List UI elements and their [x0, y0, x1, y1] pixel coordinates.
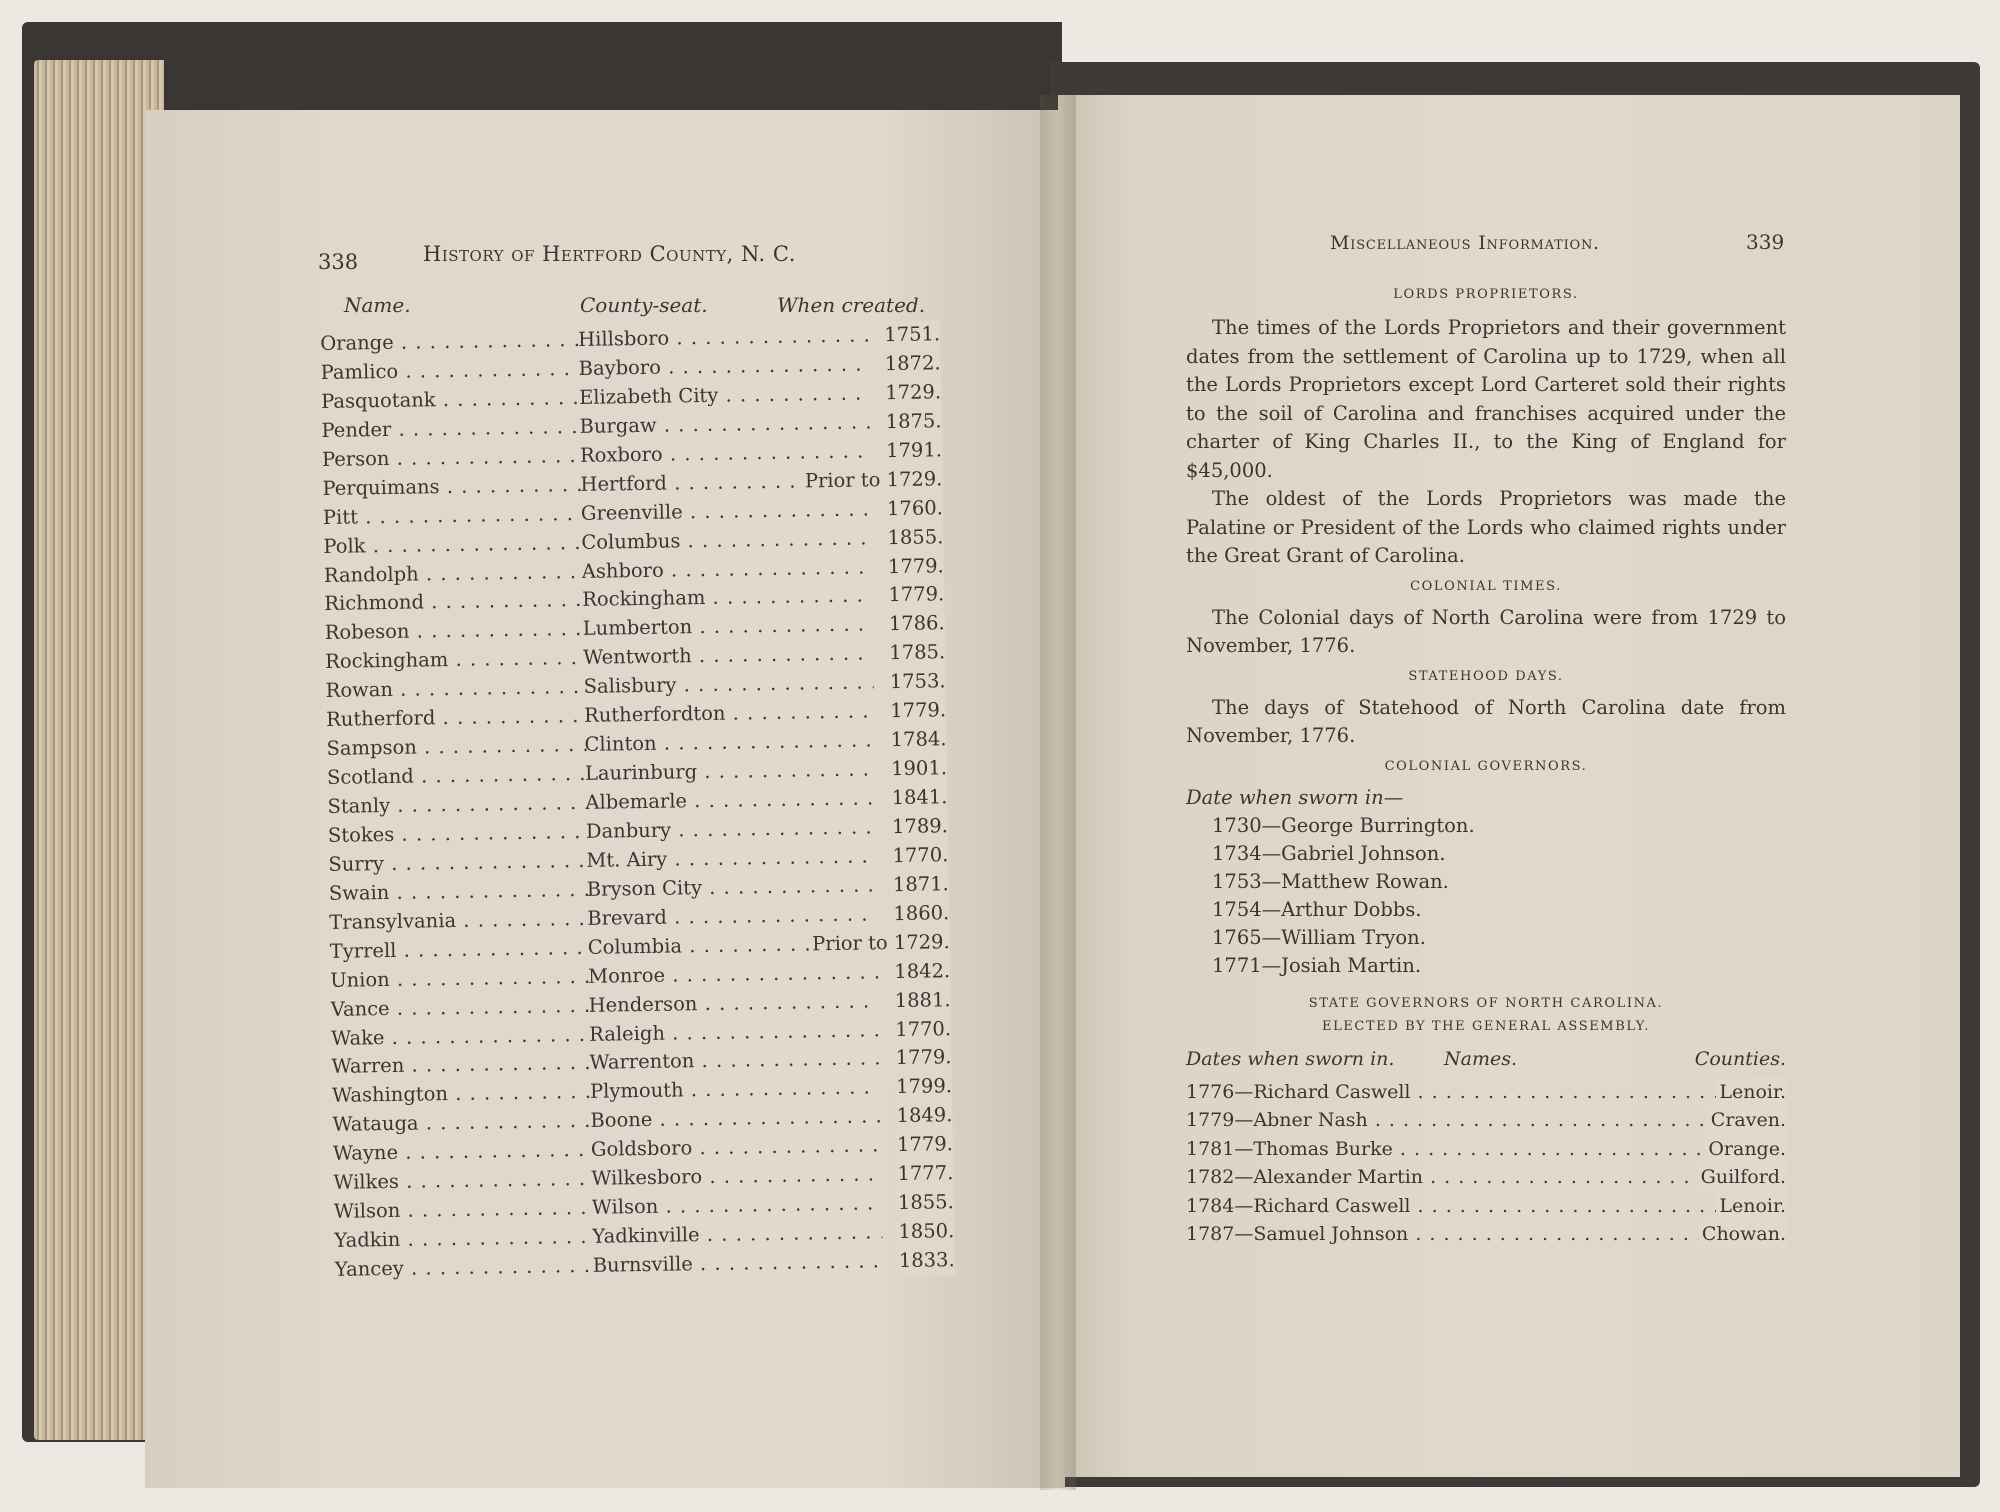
county-created: 1855.	[895, 1188, 954, 1218]
state-governors-columns	[1186, 1048, 1786, 1078]
county-created: 1833.	[896, 1246, 955, 1276]
county-created: 1779.	[894, 1130, 953, 1160]
county-created: 1791.	[883, 436, 942, 466]
book-gutter	[1040, 95, 1076, 1490]
governor-entry: 1784—Richard Caswell . . .	[1186, 1192, 1746, 1221]
right-running-title: Miscellaneous Information.	[1330, 232, 1601, 254]
list-item: 1753—Matthew Rowan.	[1212, 869, 1449, 893]
county-seat: Columbus . . .	[581, 524, 871, 558]
county-created: 1875.	[882, 407, 941, 437]
county-created: 1779.	[887, 696, 946, 726]
county-seat: Warrenton . . .	[589, 1045, 879, 1079]
county-name: Pender . . .	[321, 413, 581, 446]
county-created: 1770.	[892, 1015, 951, 1045]
right-page-body	[1186, 287, 1786, 1249]
county-name: Pamlico . . .	[320, 355, 580, 388]
col-names-header: Names.	[1444, 1047, 1518, 1070]
county-seat: Danbury . . .	[586, 813, 876, 847]
governor-county: Lenoir.	[1716, 1192, 1786, 1221]
county-seat: Wilkesboro . . .	[591, 1160, 881, 1194]
county-created: Prior to 1729.	[802, 465, 943, 496]
county-seat: Roxboro . . .	[580, 437, 870, 471]
county-name: Wilson . . .	[334, 1194, 594, 1227]
county-seat: Ashboro . . .	[582, 553, 872, 587]
county-name: Pasquotank . . .	[321, 384, 581, 417]
county-seat: Hertford . . .	[580, 466, 870, 500]
county-name: Orange . . .	[320, 326, 580, 359]
county-seat: Elizabeth City . . .	[579, 379, 869, 413]
county-name: Wilkes . . .	[333, 1165, 593, 1198]
county-seat: Laurinburg . . .	[585, 755, 875, 789]
county-created: 1901.	[888, 754, 947, 784]
county-seat: Plymouth . . .	[590, 1074, 880, 1108]
list-item: 1754—Arthur Dobbs.	[1212, 897, 1422, 921]
county-name: Union . . .	[330, 962, 590, 995]
county-created: 1779.	[885, 552, 944, 582]
county-seat: Brevard . . .	[587, 900, 877, 934]
county-created: 1841.	[888, 783, 947, 813]
colonial-governors-heading: COLONIAL GOVERNORS.	[1384, 758, 1588, 774]
county-seat: Bayboro . . .	[578, 350, 868, 384]
county-created: Prior to 1729.	[809, 928, 950, 959]
county-created: 1777.	[894, 1159, 953, 1189]
list-item: 1765—William Tryon.	[1212, 925, 1426, 949]
county-seat: Bryson City . . .	[587, 871, 877, 905]
governor-county: Orange.	[1705, 1135, 1786, 1164]
county-seat: Monroe . . .	[588, 958, 878, 992]
county-seat: Wilson . . .	[592, 1189, 882, 1223]
table-row	[1186, 1106, 1786, 1135]
colonial-times-paragraph: The Colonial days of North Carolina were from 1729 to November, 1776.	[1186, 605, 1786, 657]
governor-county: Lenoir.	[1716, 1078, 1786, 1107]
county-name: Warren . . .	[331, 1049, 591, 1082]
county-created: 1785.	[886, 639, 945, 669]
county-created: 1779.	[885, 581, 944, 611]
county-created: 1760.	[884, 494, 943, 524]
county-seat: Clinton . . .	[584, 726, 874, 760]
county-name: Person . . .	[322, 442, 582, 475]
table-row	[1186, 1220, 1786, 1249]
state-governors-subheading: ELECTED BY THE GENERAL ASSEMBLY.	[1322, 1018, 1650, 1034]
left-page-number: 338	[318, 250, 359, 274]
county-created: 1842.	[891, 957, 950, 987]
lords-paragraph-2: The oldest of the Lords Proprietors was made the Palatine or President of the Lords who claimed rights under the Great Grant of Carolina.	[1186, 487, 1786, 567]
county-seat: Raleigh . . .	[589, 1016, 879, 1050]
county-name: Pitt . . .	[323, 500, 583, 533]
col-name-header: Name.	[344, 293, 411, 317]
colonial-governors-intro: Date when sworn in—	[1186, 785, 1404, 809]
statehood-paragraph: The days of Statehood of North Carolina date from November, 1776.	[1186, 695, 1786, 747]
county-created: 1881.	[892, 986, 951, 1016]
table-row	[1186, 1078, 1786, 1107]
state-governors-heading: STATE GOVERNORS OF NORTH CAROLINA.	[1308, 995, 1664, 1011]
county-created: 1753.	[887, 667, 946, 697]
lords-paragraph-1: The times of the Lords Proprietors and their government dates from the settlement of Carolina up to 1729, when all the Lords Proprietors except Lord Carteret sold their rights to the soil of Carolina and franchises acquired under the charter of King Charles II., to the King of England for $45,000.	[1186, 316, 1786, 482]
county-created: 1751.	[881, 320, 940, 350]
county-name: Rutherford . . .	[326, 702, 586, 735]
governor-entry: 1787—Samuel Johnson . . .	[1186, 1220, 1746, 1249]
county-created: 1729.	[882, 378, 941, 408]
governor-county: Guilford.	[1698, 1163, 1786, 1192]
county-name: Wayne . . .	[333, 1136, 593, 1169]
county-name: Stokes . . .	[328, 818, 588, 851]
county-name: Tyrrell . . .	[330, 934, 590, 967]
county-seat: Wentworth . . .	[583, 640, 873, 674]
col-counties-header: Counties.	[1694, 1047, 1786, 1070]
lords-heading: LORDS PROPRIETORS.	[1393, 287, 1579, 302]
state-governors-list	[1186, 1078, 1786, 1249]
county-seat: Yadkinville . . .	[592, 1218, 882, 1252]
county-seat: Boone . . .	[590, 1103, 880, 1137]
county-seat: Rockingham . . .	[582, 582, 872, 616]
col-seat-header: County-seat.	[580, 293, 708, 317]
county-name: Scotland . . .	[327, 760, 587, 793]
county-created: 1789.	[889, 812, 948, 842]
county-seat: Henderson . . .	[588, 987, 878, 1021]
governor-county: Chowan.	[1699, 1220, 1786, 1249]
county-name: Watauga . . .	[332, 1107, 592, 1140]
county-name: Richmond . . .	[324, 586, 584, 619]
county-created: 1849.	[893, 1101, 952, 1131]
county-created: 1799.	[893, 1073, 952, 1103]
county-created: 1872.	[882, 349, 941, 379]
governor-county: Craven.	[1708, 1106, 1786, 1135]
list-item: 1771—Josiah Martin.	[1212, 953, 1422, 977]
county-name: Perquimans . . .	[322, 471, 582, 504]
county-name: Sampson . . .	[326, 731, 586, 764]
colonial-governors-list	[1186, 812, 1786, 980]
county-name: Yadkin . . .	[334, 1223, 594, 1256]
county-name: Surry . . .	[328, 847, 588, 880]
county-created: 1850.	[895, 1217, 954, 1247]
county-name: Stanly . . .	[327, 789, 587, 822]
table-row	[1186, 1192, 1786, 1221]
table-row	[1186, 1163, 1786, 1192]
county-created: 1770.	[889, 841, 948, 871]
county-seat: Burnsville . . .	[593, 1247, 883, 1281]
county-seat: Burgaw . . .	[579, 408, 869, 442]
col-dates-header: Dates when sworn in.	[1186, 1047, 1395, 1070]
county-name: Rowan . . .	[325, 673, 585, 706]
right-page-number: 339	[1746, 230, 1785, 254]
col-created-header: When created.	[777, 293, 926, 317]
county-name: Vance . . .	[330, 991, 590, 1024]
county-name: Polk . . .	[323, 528, 583, 561]
county-created: 1786.	[886, 610, 945, 640]
county-created: 1779.	[892, 1044, 951, 1074]
county-seat: Albemarle . . .	[585, 784, 875, 818]
county-name: Transylvania . . .	[329, 905, 589, 938]
county-created: 1871.	[890, 870, 949, 900]
colonial-times-heading: COLONIAL TIMES.	[1410, 578, 1562, 594]
county-created: 1860.	[890, 899, 949, 929]
county-seat: Goldsboro . . .	[591, 1132, 881, 1166]
county-name: Robeson . . .	[325, 615, 585, 648]
county-seat: Lumberton . . .	[583, 611, 873, 645]
county-seat: Rutherfordton . . .	[584, 698, 874, 732]
governor-entry: 1776—Richard Caswell . . .	[1186, 1078, 1746, 1107]
governor-entry: 1782—Alexander Martin . . .	[1186, 1163, 1746, 1192]
statehood-heading: STATEHOOD DAYS.	[1408, 668, 1564, 684]
county-name: Swain . . .	[329, 876, 589, 909]
county-name: Wake . . .	[331, 1020, 591, 1053]
list-item: 1730—George Burrington.	[1212, 813, 1475, 837]
county-seat: Mt. Airy . . .	[586, 842, 876, 876]
list-item: 1734—Gabriel Johnson.	[1212, 841, 1446, 865]
county-seat: Salisbury . . .	[583, 669, 873, 703]
county-name: Yancey . . .	[335, 1252, 595, 1285]
county-name: Washington . . .	[332, 1078, 592, 1111]
table-row	[1186, 1135, 1786, 1164]
county-created: 1784.	[887, 725, 946, 755]
governor-entry: 1779—Abner Nash . . .	[1186, 1106, 1746, 1135]
governor-entry: 1781—Thomas Burke . . .	[1186, 1135, 1746, 1164]
county-name: Randolph . . .	[324, 557, 584, 590]
county-seat: Greenville . . .	[581, 495, 871, 529]
county-name: Rockingham . . .	[325, 644, 585, 677]
county-table	[320, 320, 955, 1285]
county-created: 1855.	[884, 523, 943, 553]
county-seat: Hillsboro . . .	[578, 321, 868, 355]
county-seat: Columbia . . .	[588, 929, 878, 963]
left-running-title: History of Hertford County, N. C.	[423, 242, 796, 266]
